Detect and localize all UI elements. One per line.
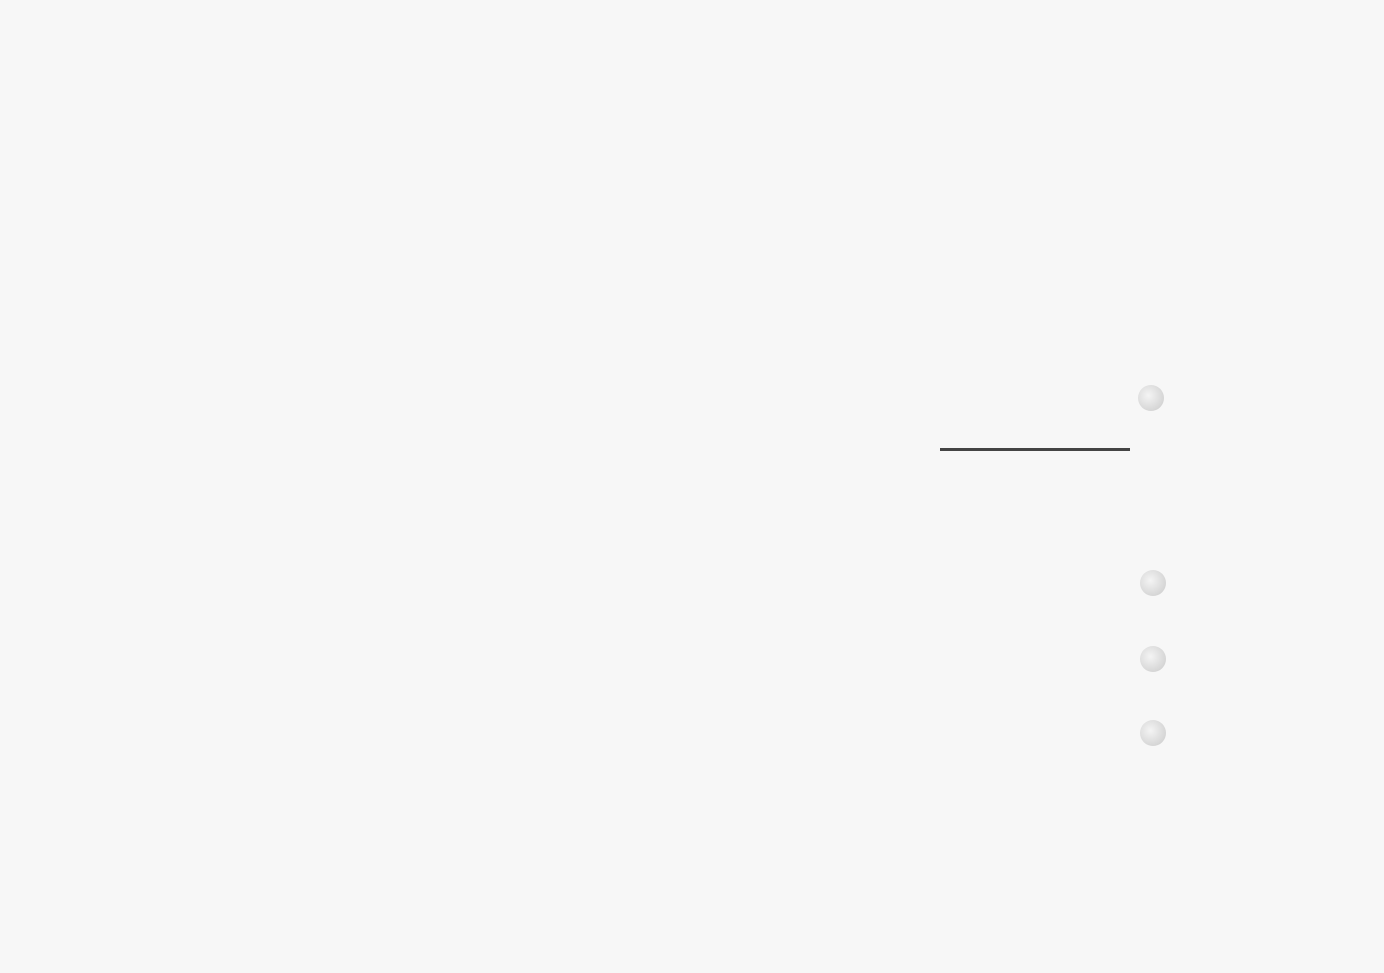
bullet-icon xyxy=(1140,720,1166,746)
note-heading xyxy=(940,448,1130,451)
bullet-icon xyxy=(1140,570,1166,596)
top-decorative-border xyxy=(86,18,1336,64)
bullet-icon xyxy=(1140,646,1166,672)
bullet-icon xyxy=(1138,385,1164,411)
spiral-binding xyxy=(0,0,36,973)
bottom-decorative-border xyxy=(102,905,1312,915)
page-title xyxy=(470,100,890,180)
